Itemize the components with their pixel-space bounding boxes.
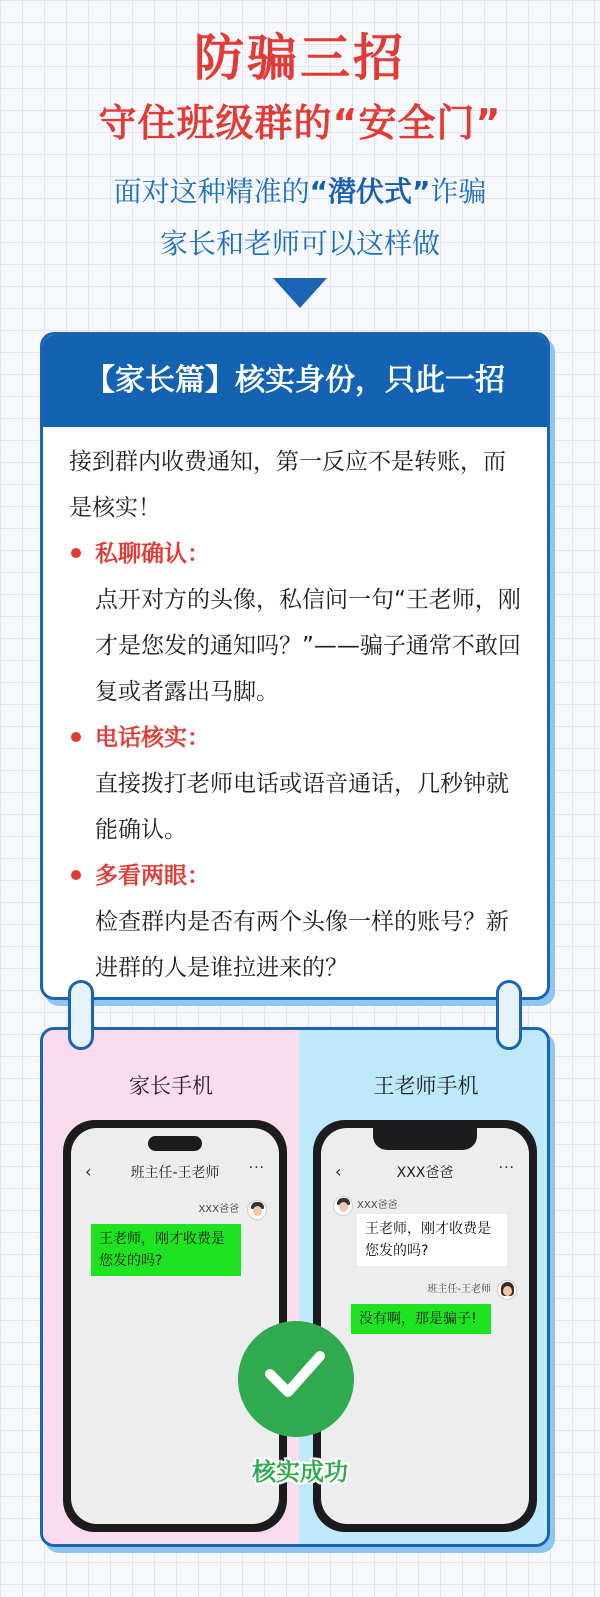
tip-title-phone-verify	[69, 715, 525, 761]
tip-title-text: 电话核实：	[95, 725, 210, 751]
phone-notch	[373, 1128, 477, 1150]
intro-line-2: 家长和老师可以这样做	[159, 227, 440, 260]
intro-line-1-emphasis: “潜伏式”	[309, 175, 431, 208]
chevron-left-icon[interactable]: ‹	[335, 1162, 342, 1181]
bullet-dot-icon	[71, 548, 81, 558]
bullet-dot-icon	[71, 732, 81, 742]
sender-name: XXX爸爸	[357, 1200, 398, 1211]
chat-title: XXX爸爸	[396, 1165, 454, 1181]
more-dots-icon[interactable]: ···	[248, 1160, 265, 1176]
down-triangle-icon	[273, 278, 327, 308]
page-title: 防骗三招	[194, 29, 406, 87]
intro-line-1-post: 诈骗	[430, 175, 487, 208]
tip-text-phone-verify: 直接拨打老师电话或语音通话，几秒钟就能确认。	[95, 771, 509, 843]
success-text: 核实成功	[252, 1458, 348, 1486]
intro-line-1-pre: 面对这种精准的	[113, 175, 310, 208]
avatar	[497, 1280, 517, 1300]
checkmark-icon	[262, 1340, 328, 1406]
parent-tips-card	[40, 332, 550, 1000]
tip-title-private-chat	[69, 531, 525, 577]
page-subtitle: 守住班级群的“安全门”	[98, 101, 502, 145]
message-bubble: 王老师，刚才收费是您发的吗?	[357, 1214, 507, 1266]
reply-bubble: 没有啊，那是骗子!	[351, 1304, 491, 1334]
binder-ring-left	[68, 980, 94, 1050]
reply-sender-name: 班主任-王老师	[427, 1284, 491, 1295]
teacher-phone-label: 王老师手机	[373, 1074, 479, 1098]
avatar	[333, 1196, 353, 1216]
sender-name: XXX爸爸	[198, 1204, 239, 1215]
tip-text-look-twice: 检查群内是否有两个头像一样的账号？新进群的人是谁拉进来的？	[95, 909, 509, 981]
tip-title-text: 多看两眼：	[95, 863, 210, 889]
avatar	[247, 1200, 267, 1220]
tip-text-private-chat: 点开对方的头像，私信问一句“王老师，刚才是您发的通知吗？”——骗子通常不敢回复或者露出马脚。	[95, 587, 521, 705]
parent-card-intro: 接到群内收费通知，第一反应不是转账，而是核实！	[69, 449, 506, 521]
binder-ring-right	[496, 980, 522, 1050]
tip-title-look-twice	[69, 853, 525, 899]
parent-card-body	[43, 427, 547, 991]
bullet-dot-icon	[71, 870, 81, 880]
chat-header	[71, 1162, 279, 1186]
message-bubble: 王老师，刚才收费是您发的吗?	[91, 1224, 241, 1276]
more-dots-icon[interactable]: ···	[498, 1160, 515, 1176]
chevron-left-icon[interactable]: ‹	[85, 1162, 92, 1181]
dynamic-island	[148, 1136, 202, 1151]
parent-card-heading: 【家长篇】核实身份，只此一招	[43, 335, 547, 427]
chat-title: 班主任-王老师	[130, 1165, 220, 1181]
tip-title-text: 私聊确认：	[95, 541, 210, 567]
intro-line-1	[0, 170, 600, 210]
chat-header	[321, 1162, 529, 1186]
parent-phone-label: 家长手机	[129, 1074, 213, 1098]
